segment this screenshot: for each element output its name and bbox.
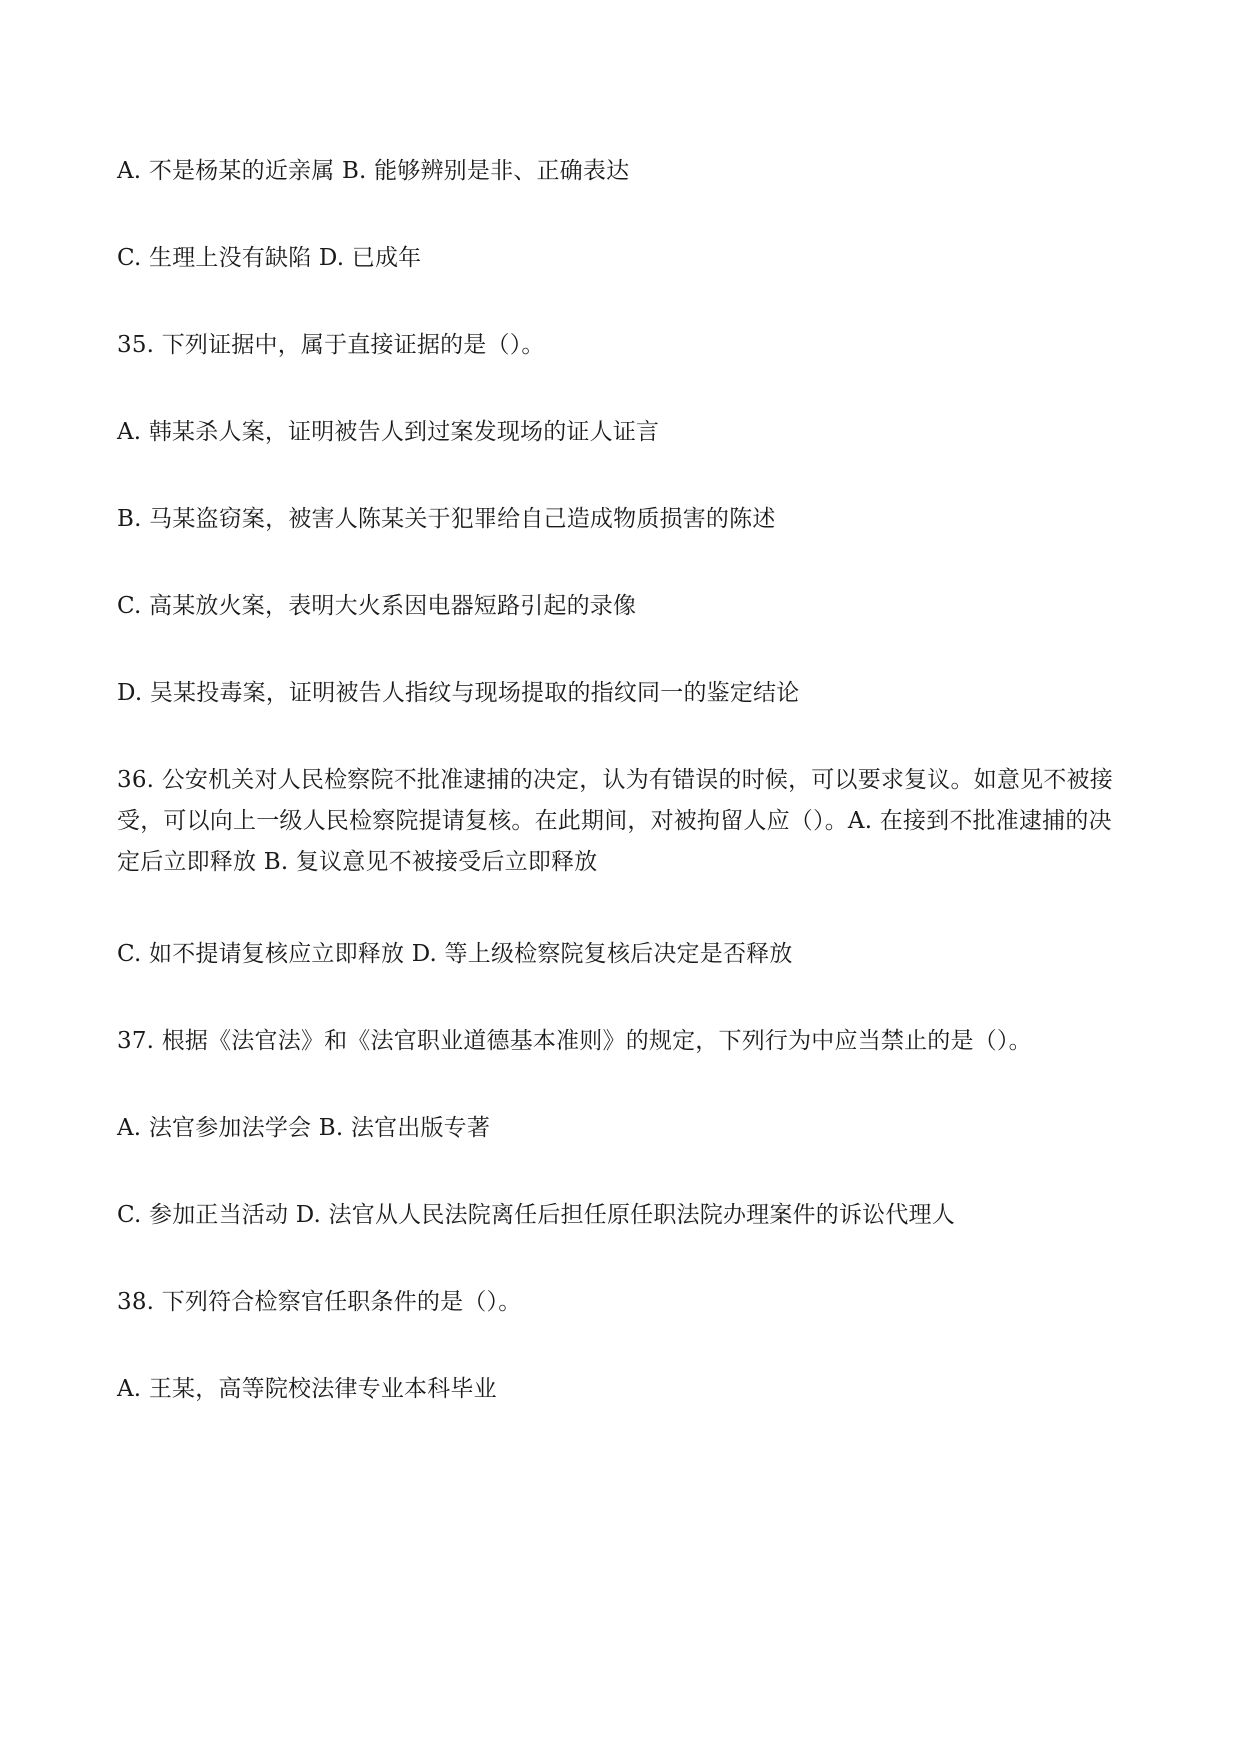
q38-stem: 38. 下列符合检察官任职条件的是（）。 [117, 1289, 522, 1315]
q37-option-a-b: A. 法官参加法学会 B. 法官出版专著 [117, 1115, 491, 1141]
q35-option-c: C. 高某放火案，表明大火系因电器短路引起的录像 [117, 593, 637, 619]
q35-option-b: B. 马某盗窃案，被害人陈某关于犯罪给自己造成物质损害的陈述 [117, 506, 776, 532]
q34-option-a-b: A. 不是杨某的近亲属 B. 能够辨别是非、正确表达 [117, 158, 630, 184]
q38-option-a: A. 王某，高等院校法律专业本科毕业 [117, 1376, 497, 1402]
q35-option-d: D. 吴某投毒案，证明被告人指纹与现场提取的指纹同一的鉴定结论 [117, 680, 800, 706]
q37-option-c-d: C. 参加正当活动 D. 法官从人民法院离任后担任原任职法院办理案件的诉讼代理人 [117, 1202, 955, 1228]
q35-stem: 35. 下列证据中，属于直接证据的是（）。 [117, 332, 545, 358]
q37-stem: 37. 根据《法官法》和《法官职业道德基本准则》的规定，下列行为中应当禁止的是（）。 [117, 1028, 1032, 1054]
q36-stem: 36. 公安机关对人民检察院不批准逮捕的决定，认为有错误的时候，可以要求复议。如意见不被接受，可以向上一级人民检察院提请复核。在此期间，对被拘留人应（）。A. 在接到不批准逮捕的决定后立即释放 B. 复议意见不被接受后立即释放 [117, 767, 1113, 875]
q36-option-c-d: C. 如不提请复核应立即释放 D. 等上级检察院复核后决定是否释放 [117, 941, 793, 967]
q34-option-c-d: C. 生理上没有缺陷 D. 已成年 [117, 245, 422, 271]
q35-option-a: A. 韩某杀人案，证明被告人到过案发现场的证人证言 [117, 419, 660, 445]
